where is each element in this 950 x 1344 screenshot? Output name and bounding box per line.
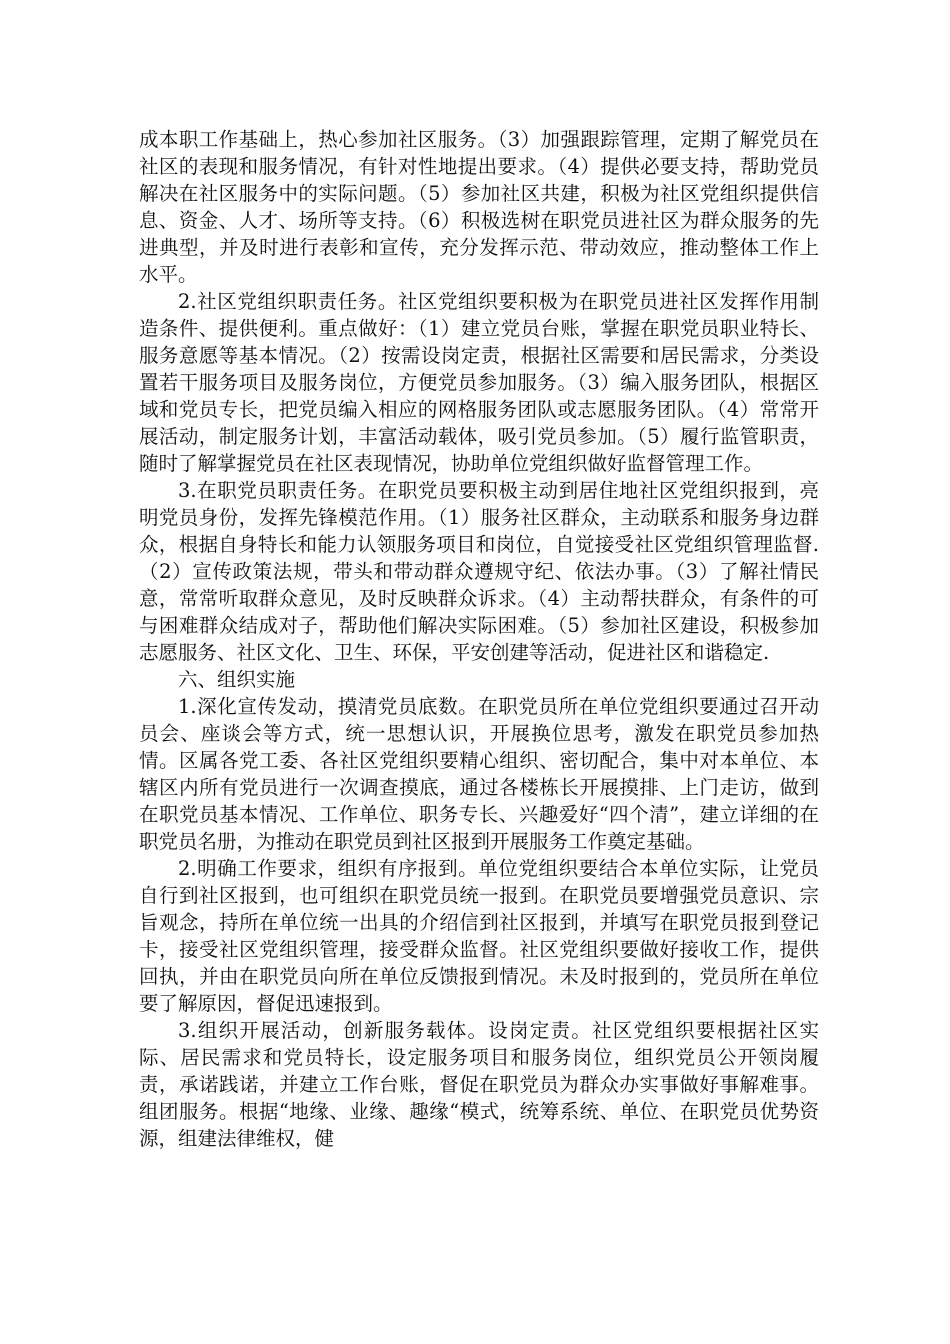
- paragraph-member-duty: 3.在职党员职责任务。在职党员要积极主动到居住地社区党组织报到，亮明党员身份，发挥先锋模范作用。（1）服务社区群众，主动联系和服务身边群众，根据自身特长和能力认领服务项目和岗位，自觉接受社区党组织管理监督.（2）宣传政策法规，带头和带动群众遵规守纪、依法办事。（3）了解社情民意，常常听取群众意见，及时反映群众诉求。（4）主动帮扶群众，有条件的可与困难群众结成对子，帮助他们解决实际困难。（5）参加社区建设，积极参加志愿服务、社区文化、卫生、环保，平安创建等活动，促进社区和谐稳定.: [139, 479, 819, 664]
- paragraph-implementation-1: 1.深化宣传发动，摸清党员底数。在职党员所在单位党组织要通过召开动员会、座谈会等方式，统一思想认识，开展换位思考，激发在职党员参加热情。区属各党工委、各社区党组织要精心组织、密切配合，集中对本单位、本辖区内所有党员进行一次调查摸底，通过各楼栋长开展摸排、上门走访，做到在职党员基本情况、工作单位、职务专长、兴趣爱好“四个清”，建立详细的在职党员名册，为推动在职党员到社区报到开展服务工作奠定基础。: [139, 695, 819, 853]
- section-heading: 六、组织实施: [178, 668, 296, 691]
- paragraph-community-party-duty: 2.社区党组织职责任务。社区党组织要积极为在职党员进社区发挥作用制造条件、提供便利。重点做好：（1）建立党员台账，掌握在职党员职业特长、服务意愿等基本情况。（2）按需设岗定责，根据社区需要和居民需求，分类设置若干服务项目及服务岗位，方便党员参加服务。（3）编入服务团队，根据区域和党员专长，把党员编入相应的网格服务团队或志愿服务团队。（4）常常开展活动，制定服务计划，丰富活动载体，吸引党员参加。（5）履行监管职责，随时了解掌握党员在社区表现情况，协助单位党组织做好监督管理工作。: [139, 290, 819, 475]
- document-body: [139, 126, 819, 1152]
- paragraph-implementation-2: 2.明确工作要求，组织有序报到。单位党组织要结合本单位实际，让党员自行到社区报到，也可组织在职党员统一报到。在职党员要增强党员意识、宗旨观念，持所在单位统一出具的介绍信到社区报到，并填写在职党员报到登记卡，接受社区党组织管理，接受群众监督。社区党组织要做好接收工作，提供回执，并由在职党员向所在单位反馈报到情况。未及时报到的，党员所在单位要了解原因，督促迅速报到。: [139, 857, 819, 1015]
- paragraph-implementation-3: 3.组织开展活动，创新服务载体。设岗定责。社区党组织要根据社区实际、居民需求和党员特长，设定服务项目和服务岗位，组织党员公开领岗履责，承诺践诺，并建立工作台账，督促在职党员为群众办实事做好事解难事。组团服务。根据“地缘、业缘、趣缘“模式，统筹系统、单位、在职党员优势资源，组建法律维权，健: [139, 1019, 819, 1150]
- paragraph-continuation: 成本职工作基础上，热心参加社区服务。（3）加强跟踪管理，定期了解党员在社区的表现和服务情况，有针对性地提出要求。（4）提供必要支持，帮助党员解决在社区服务中的实际问题。（5）参加社区共建，积极为社区党组织提供信息、资金、人才、场所等支持。（6）积极选树在职党员进社区为群众服务的先进典型，并及时进行表彰和宣传，充分发挥示范、带动效应，推动整体工作上水平。: [139, 128, 819, 286]
